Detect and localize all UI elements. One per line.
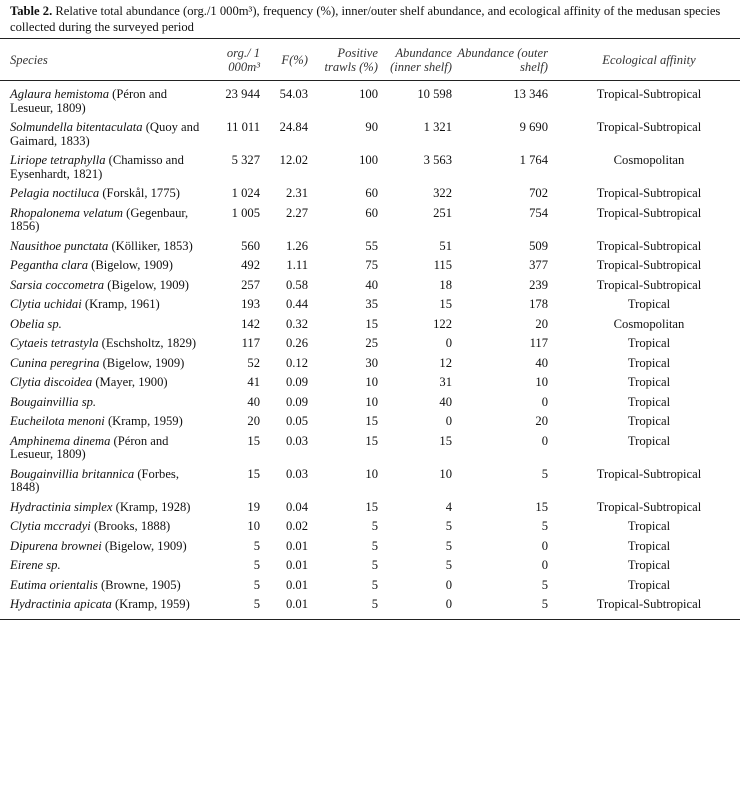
inner-shelf-value: 251 (433, 205, 452, 220)
species-name: Bougainvillia sp. (10, 394, 97, 409)
table-row (0, 334, 740, 354)
species-name: Hydractinia apicata (10, 597, 112, 611)
org-value: 23 944 (225, 87, 260, 101)
inner-shelf-value: 322 (433, 186, 452, 200)
ecological-affinity-value: Tropical (627, 297, 671, 311)
species-name: Obelia sp. (10, 316, 62, 331)
species-name: Cunina peregrina (10, 355, 100, 370)
positive-trawls-value: 40 (365, 277, 378, 292)
species-cell (0, 118, 206, 151)
positive-trawls-value: 5 (371, 577, 378, 592)
species-name: Liriope tetraphylla (10, 153, 106, 167)
frequency-value: 0.09 (285, 394, 308, 409)
table-row (0, 556, 740, 576)
header-row (0, 39, 740, 81)
species-cell (0, 465, 206, 498)
table-body (0, 81, 740, 620)
ecological-affinity-value: Tropical (627, 394, 671, 409)
org-value: 15 (247, 466, 260, 481)
species-name: Rhopalonema velatum (10, 205, 123, 220)
species-name: Clytia uchidai (10, 297, 82, 311)
org-value: 19 (247, 499, 260, 514)
outer-shelf-value: 0 (541, 394, 548, 409)
positive-trawls-value: 100 (359, 153, 378, 167)
frequency-value: 0.12 (285, 355, 308, 370)
inner-shelf-value: 4 (445, 499, 452, 514)
ecological-affinity-value: Tropical-Subtropical (596, 499, 702, 514)
table-row (0, 498, 740, 518)
positive-trawls-value: 15 (365, 414, 378, 428)
table-row (0, 465, 740, 498)
frequency-value: 0.03 (285, 466, 308, 481)
outer-shelf-value: 40 (535, 355, 548, 370)
org-value: 5 327 (231, 153, 260, 167)
inner-shelf-value: 0 (445, 414, 452, 428)
inner-shelf-value: 10 (439, 466, 452, 481)
inner-shelf-value: 5 (445, 538, 452, 553)
outer-shelf-value: 377 (529, 258, 548, 272)
inner-shelf-value: 10 598 (417, 87, 452, 101)
species-author: (Quoy and Gaimard, 1833) (10, 120, 200, 148)
species-cell (0, 537, 206, 557)
positive-trawls-value: 5 (371, 558, 378, 572)
positive-trawls-value: 55 (365, 238, 378, 253)
inner-shelf-value: 5 (445, 519, 452, 533)
org-value: 40 (247, 394, 260, 409)
outer-shelf-value: 239 (529, 277, 548, 292)
species-cell (0, 315, 206, 335)
header-ecological-affinity: Ecological affinity (602, 53, 696, 67)
species-cell (0, 237, 206, 257)
ecological-affinity-value: Tropical-Subtropical (596, 277, 702, 292)
species-name: Solmundella bitentaculata (10, 120, 143, 134)
org-value: 5 (253, 538, 260, 553)
org-value: 41 (247, 375, 260, 389)
species-name: Dipurena brownei (10, 538, 102, 553)
inner-shelf-value: 15 (439, 433, 452, 448)
species-author: (Forskål, 1775) (102, 186, 180, 200)
species-author: (Eschsholtz, 1829) (101, 336, 197, 350)
positive-trawls-value: 90 (365, 120, 378, 134)
org-value: 52 (247, 355, 260, 370)
species-cell (0, 595, 206, 619)
caption-label: Table 2. (10, 4, 53, 18)
ecological-affinity-value: Cosmopolitan (613, 153, 685, 167)
outer-shelf-value: 754 (529, 205, 548, 220)
table-caption (10, 3, 735, 35)
frequency-value: 12.02 (279, 153, 308, 167)
ecological-affinity-value: Tropical (627, 433, 671, 448)
species-author: (Péron and Lesueur, 1809) (10, 87, 168, 115)
inner-shelf-value: 12 (439, 355, 452, 370)
table-row (0, 576, 740, 596)
ecological-affinity-value: Tropical-Subtropical (596, 466, 702, 481)
frequency-value: 2.27 (285, 205, 308, 220)
inner-shelf-value: 51 (439, 238, 452, 253)
table-row (0, 517, 740, 537)
species-author: (Gegenbaur, 1856) (10, 205, 189, 233)
ecological-affinity-value: Tropical-Subtropical (596, 597, 702, 611)
species-name: Clytia mccradyi (10, 519, 91, 533)
caption-text: Relative total abundance (org./1 000m³), frequency (%), inner/outer shelf abundance, and ecological affinity of the medusan species collected during the surveyed period (10, 4, 721, 34)
species-cell (0, 151, 206, 184)
inner-shelf-value: 3 563 (423, 153, 452, 167)
inner-shelf-value: 5 (445, 558, 452, 572)
table-row (0, 184, 740, 204)
species-cell (0, 204, 206, 237)
org-value: 560 (241, 238, 260, 253)
species-author: (Brooks, 1888) (93, 519, 171, 533)
header-org: org./ 1 000m³ (226, 46, 260, 74)
species-name: Cytaeis tetrastyla (10, 336, 99, 350)
outer-shelf-value: 13 346 (513, 87, 548, 101)
positive-trawls-value: 100 (359, 87, 378, 101)
species-cell (0, 334, 206, 354)
frequency-value: 0.58 (285, 277, 308, 292)
frequency-value: 1.11 (286, 258, 308, 272)
species-cell (0, 517, 206, 537)
ecological-affinity-value: Tropical (627, 336, 671, 350)
org-value: 15 (247, 433, 260, 448)
frequency-value: 2.31 (285, 186, 308, 200)
outer-shelf-value: 0 (541, 558, 548, 572)
species-author: (Bigelow, 1909) (107, 277, 189, 292)
ecological-affinity-value: Tropical-Subtropical (596, 238, 702, 253)
species-name: Amphinema dinema (10, 433, 111, 448)
species-name: Clytia discoidea (10, 375, 93, 389)
outer-shelf-value: 15 (535, 499, 548, 514)
species-cell (0, 354, 206, 374)
table-row (0, 151, 740, 184)
outer-shelf-value: 5 (541, 466, 548, 481)
species-name: Eucheilota menoni (10, 414, 105, 428)
inner-shelf-value: 1 321 (423, 120, 452, 134)
table-row (0, 204, 740, 237)
table-row (0, 315, 740, 335)
table-row (0, 432, 740, 465)
org-value: 193 (241, 297, 260, 311)
species-cell (0, 498, 206, 518)
table-row (0, 354, 740, 374)
outer-shelf-value: 0 (541, 538, 548, 553)
species-author: (Bigelow, 1909) (102, 355, 185, 370)
inner-shelf-value: 0 (445, 577, 452, 592)
ecological-affinity-value: Tropical (627, 538, 671, 553)
frequency-value: 1.26 (285, 238, 308, 253)
inner-shelf-value: 31 (439, 375, 452, 389)
org-value: 1 024 (231, 186, 260, 200)
outer-shelf-value: 178 (529, 297, 548, 311)
inner-shelf-value: 18 (439, 277, 452, 292)
org-value: 5 (253, 597, 260, 611)
frequency-value: 0.01 (285, 597, 308, 611)
org-value: 20 (247, 414, 260, 428)
species-name: Eirene sp. (10, 558, 61, 572)
species-author: (Browne, 1905) (100, 577, 181, 592)
species-name: Aglaura hemistoma (10, 87, 109, 101)
species-author: (Chamisso and Eysenhardt, 1821) (10, 153, 184, 181)
table-row (0, 237, 740, 257)
frequency-value: 0.32 (285, 316, 308, 331)
table-row (0, 537, 740, 557)
org-value: 5 (253, 577, 260, 592)
species-author: (Mayer, 1900) (95, 375, 168, 389)
outer-shelf-value: 117 (529, 336, 548, 350)
positive-trawls-value: 10 (365, 375, 378, 389)
species-name: Nausithoe punctata (10, 238, 109, 253)
header-species: Species (10, 53, 48, 67)
positive-trawls-value: 60 (365, 186, 378, 200)
species-cell (0, 432, 206, 465)
table-row (0, 373, 740, 393)
positive-trawls-value: 10 (365, 466, 378, 481)
ecological-affinity-value: Cosmopolitan (613, 316, 685, 331)
positive-trawls-value: 5 (371, 519, 378, 533)
frequency-value: 54.03 (279, 87, 308, 101)
table-row (0, 256, 740, 276)
frequency-value: 0.05 (285, 414, 308, 428)
species-name: Eutima orientalis (10, 577, 98, 592)
outer-shelf-value: 5 (541, 597, 548, 611)
positive-trawls-value: 15 (365, 433, 378, 448)
header-frequency: F(%) (281, 53, 308, 67)
species-name: Sarsia coccometra (10, 277, 105, 292)
positive-trawls-value: 75 (365, 258, 378, 272)
species-cell (0, 295, 206, 315)
table-row (0, 118, 740, 151)
species-cell (0, 81, 206, 119)
species-cell (0, 373, 206, 393)
positive-trawls-value: 25 (365, 336, 378, 350)
frequency-value: 0.01 (285, 577, 308, 592)
frequency-value: 0.03 (285, 433, 308, 448)
species-author: (Forbes, 1848) (10, 466, 179, 494)
outer-shelf-value: 1 764 (519, 153, 548, 167)
frequency-value: 0.02 (285, 519, 308, 533)
outer-shelf-value: 5 (541, 519, 548, 533)
table-row (0, 295, 740, 315)
org-value: 117 (241, 336, 260, 350)
ecological-affinity-value: Tropical-Subtropical (596, 186, 702, 200)
ecological-affinity-value: Tropical (627, 577, 671, 592)
org-value: 11 011 (226, 120, 260, 134)
table-row (0, 412, 740, 432)
header-abundance-outer: Abundance (outer shelf) (457, 46, 548, 74)
header-abundance-inner: Abundance (inner shelf) (390, 46, 452, 74)
header-positive-trawls: Positive trawls (%) (324, 46, 378, 74)
frequency-value: 0.26 (285, 336, 308, 350)
species-cell (0, 576, 206, 596)
outer-shelf-value: 20 (535, 316, 548, 331)
ecological-affinity-value: Tropical-Subtropical (596, 205, 702, 220)
ecological-affinity-value: Tropical-Subtropical (596, 87, 702, 101)
species-author: (Kramp, 1959) (107, 414, 183, 428)
species-author: (Kramp, 1961) (84, 297, 160, 311)
org-value: 10 (247, 519, 260, 533)
species-author: (Kramp, 1928) (115, 499, 191, 514)
table-row (0, 276, 740, 296)
ecological-affinity-value: Tropical (627, 558, 671, 572)
positive-trawls-value: 5 (371, 538, 378, 553)
species-cell (0, 556, 206, 576)
species-name: Hydractinia simplex (10, 499, 113, 514)
frequency-value: 0.09 (285, 375, 308, 389)
positive-trawls-value: 15 (365, 499, 378, 514)
inner-shelf-value: 0 (445, 336, 452, 350)
inner-shelf-value: 115 (433, 258, 452, 272)
positive-trawls-value: 60 (365, 205, 378, 220)
species-cell (0, 412, 206, 432)
ecological-affinity-value: Tropical (627, 375, 671, 389)
ecological-affinity-value: Tropical-Subtropical (596, 120, 702, 134)
species-author: (Bigelow, 1909) (104, 538, 187, 553)
species-name: Pelagia noctiluca (10, 186, 100, 200)
org-value: 5 (253, 558, 260, 572)
inner-shelf-value: 40 (439, 394, 452, 409)
frequency-value: 0.01 (285, 558, 308, 572)
ecological-affinity-value: Tropical (627, 519, 671, 533)
positive-trawls-value: 30 (365, 355, 378, 370)
medusan-species-table (0, 38, 740, 620)
species-author: (Kramp, 1959) (114, 597, 190, 611)
positive-trawls-value: 15 (365, 316, 378, 331)
frequency-value: 0.01 (285, 538, 308, 553)
outer-shelf-value: 10 (535, 375, 548, 389)
species-author: (Péron and Lesueur, 1809) (10, 433, 169, 461)
outer-shelf-value: 0 (541, 433, 548, 448)
outer-shelf-value: 702 (529, 186, 548, 200)
frequency-value: 24.84 (279, 120, 308, 134)
species-cell (0, 393, 206, 413)
outer-shelf-value: 20 (535, 414, 548, 428)
positive-trawls-value: 5 (371, 597, 378, 611)
frequency-value: 0.04 (285, 499, 308, 514)
species-name: Pegantha clara (10, 258, 88, 272)
org-value: 257 (241, 277, 260, 292)
frequency-value: 0.44 (285, 297, 308, 311)
table-row (0, 595, 740, 619)
positive-trawls-value: 10 (365, 394, 378, 409)
ecological-affinity-value: Tropical (627, 355, 671, 370)
table-row (0, 393, 740, 413)
species-cell (0, 276, 206, 296)
species-name: Bougainvillia britannica (10, 466, 135, 481)
outer-shelf-value: 509 (529, 238, 548, 253)
ecological-affinity-value: Tropical-Subtropical (596, 258, 702, 272)
species-cell (0, 256, 206, 276)
positive-trawls-value: 35 (365, 297, 378, 311)
outer-shelf-value: 9 690 (519, 120, 548, 134)
species-author: (Bigelow, 1909) (91, 258, 173, 272)
species-author: (Kölliker, 1853) (111, 238, 193, 253)
org-value: 142 (241, 316, 260, 331)
outer-shelf-value: 5 (541, 577, 548, 592)
inner-shelf-value: 122 (433, 316, 452, 331)
ecological-affinity-value: Tropical (627, 414, 671, 428)
inner-shelf-value: 0 (445, 597, 452, 611)
species-cell (0, 184, 206, 204)
inner-shelf-value: 15 (439, 297, 452, 311)
table-row (0, 81, 740, 119)
org-value: 1 005 (231, 205, 260, 220)
org-value: 492 (241, 258, 260, 272)
